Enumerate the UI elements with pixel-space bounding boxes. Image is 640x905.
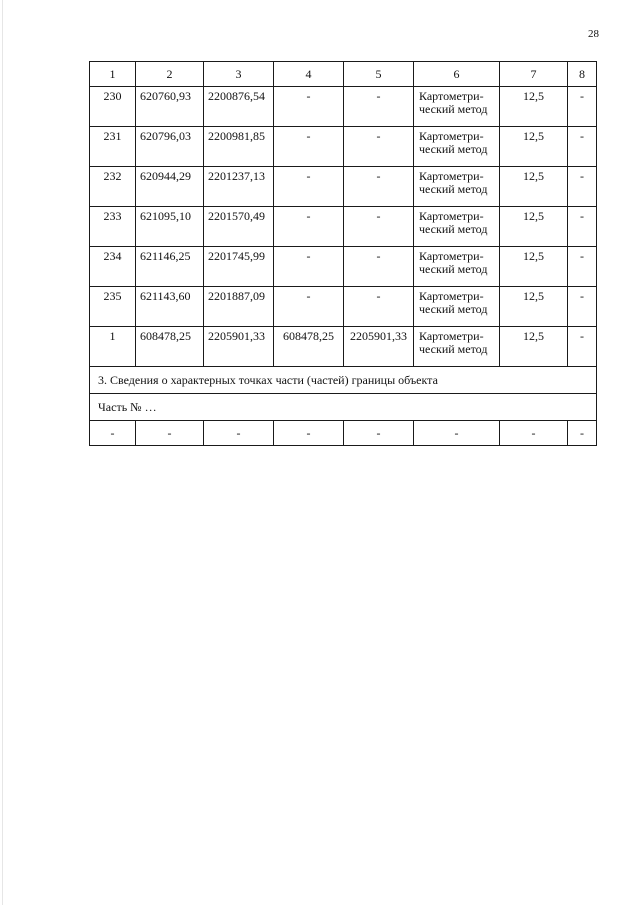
coordinate-y: 2205901,33	[204, 327, 274, 367]
method-cell	[414, 287, 500, 327]
coordinate-y: 2200981,85	[204, 127, 274, 167]
empty-cell: -	[500, 421, 568, 446]
method-line-1: Картометри-	[419, 249, 484, 263]
empty-row	[90, 421, 597, 446]
coordinate-y: 2200876,54	[204, 87, 274, 127]
coordinate-x-new: -	[274, 287, 344, 327]
part-label-row	[90, 394, 597, 421]
description: -	[568, 327, 597, 367]
method-line-2: ческий метод	[419, 302, 488, 316]
header-cell: 2	[136, 62, 204, 87]
page-number: 28	[588, 28, 599, 40]
header-cell: 5	[344, 62, 414, 87]
description: -	[568, 127, 597, 167]
accuracy: 12,5	[500, 207, 568, 247]
method-line-2: ческий метод	[419, 342, 488, 356]
empty-cell: -	[90, 421, 136, 446]
coordinate-x: 620944,29	[136, 167, 204, 207]
table-row	[90, 167, 597, 207]
table-header-row	[90, 62, 597, 87]
empty-cell: -	[204, 421, 274, 446]
table-row	[90, 327, 597, 367]
coordinate-x-new: -	[274, 167, 344, 207]
point-number: 230	[90, 87, 136, 127]
section-title-row	[90, 367, 597, 394]
accuracy: 12,5	[500, 287, 568, 327]
method-cell	[414, 247, 500, 287]
part-label: Часть № …	[90, 394, 597, 421]
point-number: 231	[90, 127, 136, 167]
empty-cell: -	[344, 421, 414, 446]
accuracy: 12,5	[500, 167, 568, 207]
accuracy: 12,5	[500, 127, 568, 167]
method-line-1: Картометри-	[419, 129, 484, 143]
coordinate-x: 621146,25	[136, 247, 204, 287]
coordinate-x: 621143,60	[136, 287, 204, 327]
method-line-1: Картометри-	[419, 169, 484, 183]
scan-edge	[2, 0, 3, 905]
method-line-2: ческий метод	[419, 182, 488, 196]
accuracy: 12,5	[500, 247, 568, 287]
coordinate-x: 620796,03	[136, 127, 204, 167]
table-row	[90, 127, 597, 167]
method-line-1: Картометри-	[419, 89, 484, 103]
coordinate-x-new: -	[274, 207, 344, 247]
description: -	[568, 87, 597, 127]
header-cell: 1	[90, 62, 136, 87]
empty-cell: -	[414, 421, 500, 446]
empty-cell: -	[136, 421, 204, 446]
coordinate-y: 2201887,09	[204, 287, 274, 327]
header-cell: 6	[414, 62, 500, 87]
coordinate-y-new: -	[344, 287, 414, 327]
empty-cell: -	[568, 421, 597, 446]
coordinate-x: 620760,93	[136, 87, 204, 127]
empty-cell: -	[274, 421, 344, 446]
coordinate-x-new: -	[274, 87, 344, 127]
header-cell: 4	[274, 62, 344, 87]
point-number: 1	[90, 327, 136, 367]
method-cell	[414, 327, 500, 367]
method-cell	[414, 167, 500, 207]
header-cell: 7	[500, 62, 568, 87]
method-line-1: Картометри-	[419, 209, 484, 223]
coordinate-x-new: -	[274, 127, 344, 167]
coordinate-y-new: -	[344, 87, 414, 127]
method-line-2: ческий метод	[419, 262, 488, 276]
coordinate-y-new: 2205901,33	[344, 327, 414, 367]
coordinate-x: 608478,25	[136, 327, 204, 367]
method-line-2: ческий метод	[419, 142, 488, 156]
method-line-1: Картометри-	[419, 329, 484, 343]
method-line-2: ческий метод	[419, 102, 488, 116]
method-line-2: ческий метод	[419, 222, 488, 236]
header-cell: 3	[204, 62, 274, 87]
accuracy: 12,5	[500, 87, 568, 127]
point-number: 235	[90, 287, 136, 327]
method-cell	[414, 207, 500, 247]
coordinate-y-new: -	[344, 247, 414, 287]
coordinate-y-new: -	[344, 127, 414, 167]
coordinate-y: 2201570,49	[204, 207, 274, 247]
coordinate-x-new: 608478,25	[274, 327, 344, 367]
coordinate-y: 2201237,13	[204, 167, 274, 207]
description: -	[568, 247, 597, 287]
table-row	[90, 87, 597, 127]
coordinate-y-new: -	[344, 207, 414, 247]
description: -	[568, 207, 597, 247]
accuracy: 12,5	[500, 327, 568, 367]
coordinate-x-new: -	[274, 247, 344, 287]
method-cell	[414, 127, 500, 167]
table-row	[90, 287, 597, 327]
coordinate-y: 2201745,99	[204, 247, 274, 287]
description: -	[568, 287, 597, 327]
coordinates-table	[89, 61, 597, 446]
method-cell	[414, 87, 500, 127]
table-row	[90, 247, 597, 287]
point-number: 234	[90, 247, 136, 287]
point-number: 233	[90, 207, 136, 247]
method-line-1: Картометри-	[419, 289, 484, 303]
section-title: 3. Сведения о характерных точках части (частей) границы объекта	[90, 367, 597, 394]
table-row	[90, 207, 597, 247]
point-number: 232	[90, 167, 136, 207]
header-cell: 8	[568, 62, 597, 87]
coordinate-y-new: -	[344, 167, 414, 207]
coordinate-x: 621095,10	[136, 207, 204, 247]
description: -	[568, 167, 597, 207]
